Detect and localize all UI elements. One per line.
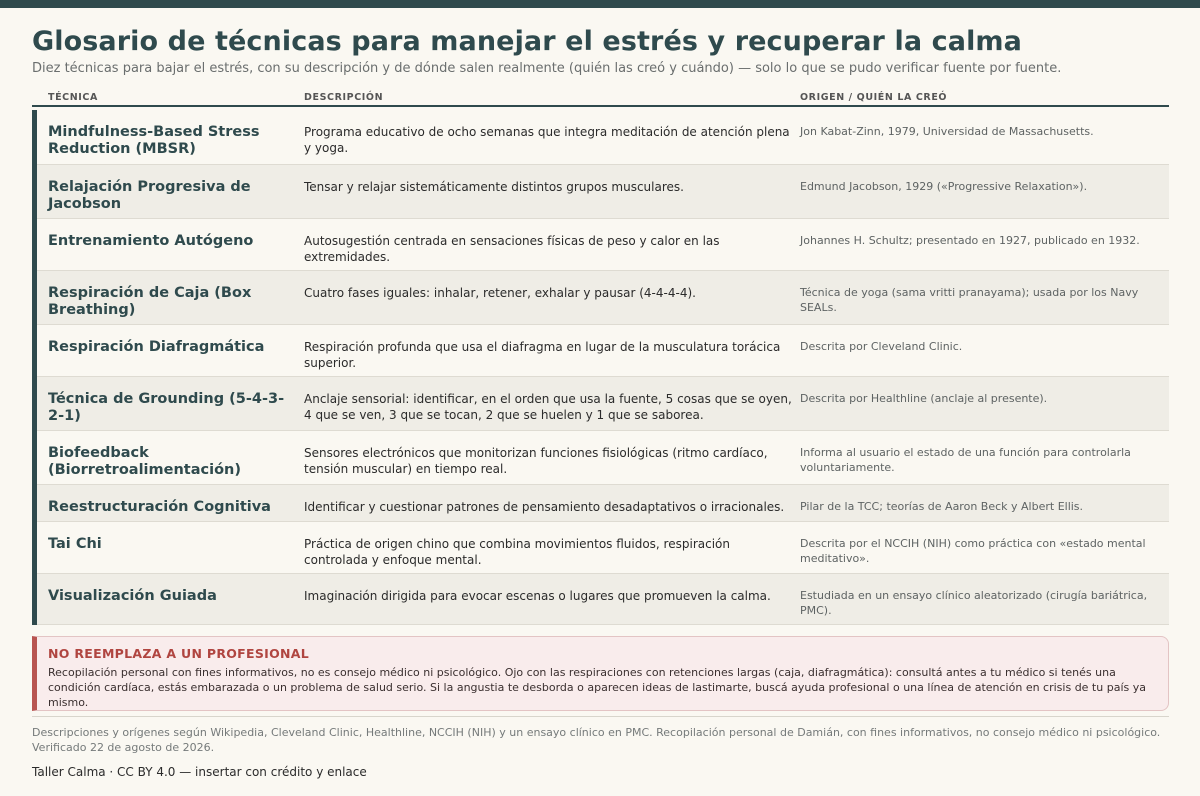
technique-name: Relajación Progresiva de Jacobson bbox=[48, 179, 251, 212]
technique-description: Respiración profunda que usa el diafragma en lugar de la musculatura torácica superior. bbox=[304, 340, 781, 370]
technique-origin: Informa al usuario el estado de una función para controlarla voluntariamente. bbox=[800, 446, 1131, 474]
table-row bbox=[37, 219, 1169, 271]
technique-name: Visualización Guiada bbox=[48, 588, 217, 604]
technique-name: Respiración Diafragmática bbox=[48, 339, 265, 355]
table-row bbox=[37, 377, 1169, 431]
technique-name: Respiración de Caja (Box Breathing) bbox=[48, 285, 252, 318]
technique-name: Técnica de Grounding (5-4-3-2-1) bbox=[48, 391, 285, 424]
table-row bbox=[37, 165, 1169, 219]
table-row bbox=[37, 522, 1169, 574]
table-row bbox=[37, 485, 1169, 522]
disclaimer-title: NO REEMPLAZA A UN PROFESIONAL bbox=[48, 646, 310, 661]
table-header bbox=[32, 88, 1169, 107]
table-row bbox=[37, 271, 1169, 325]
column-header-technique: TÉCNICA bbox=[48, 92, 98, 103]
technique-name: Entrenamiento Autógeno bbox=[48, 233, 254, 249]
technique-origin: Edmund Jacobson, 1929 («Progressive Relaxation»). bbox=[800, 180, 1088, 193]
technique-description: Anclaje sensorial: identificar, en el orden que usa la fuente, 5 cosas que se oyen, 4 que se ven, 3 que se tocan, 2 que se huelen y 1 que se saborea. bbox=[304, 392, 792, 422]
table-row bbox=[37, 325, 1169, 377]
techniques-table bbox=[32, 88, 1169, 625]
technique-name: Reestructuración Cognitiva bbox=[48, 499, 271, 515]
top-accent-bar bbox=[0, 0, 1200, 8]
technique-description: Imaginación dirigida para evocar escenas o lugares que promueven la calma. bbox=[304, 589, 771, 603]
glossary-page bbox=[32, 26, 1169, 779]
technique-description: Práctica de origen chino que combina movimientos fluidos, respiración controlada y enfoque mental. bbox=[304, 537, 730, 567]
technique-origin: Johannes H. Schultz; presentado en 1927, publicado en 1932. bbox=[800, 234, 1140, 247]
technique-origin: Estudiada en un ensayo clínico aleatorizado (cirugía bariátrica, PMC). bbox=[800, 589, 1148, 617]
disclaimer-box bbox=[32, 636, 1169, 711]
page-title: Glosario de técnicas para manejar el estrés y recuperar la calma bbox=[32, 26, 1022, 57]
technique-origin: Pilar de la TCC; teorías de Aaron Beck y Albert Ellis. bbox=[800, 500, 1084, 513]
table-body bbox=[32, 110, 1169, 625]
table-row bbox=[37, 110, 1169, 165]
technique-description: Tensar y relajar sistemáticamente distintos grupos musculares. bbox=[304, 180, 684, 194]
technique-origin: Jon Kabat-Zinn, 1979, Universidad de Massachusetts. bbox=[800, 125, 1094, 138]
technique-origin: Descrita por el NCCIH (NIH) como práctica con «estado mental meditativo». bbox=[800, 537, 1146, 565]
technique-description: Autosugestión centrada en sensaciones físicas de peso y calor en las extremidades. bbox=[304, 234, 720, 264]
technique-name: Mindfulness-Based Stress Reduction (MBSR) bbox=[48, 124, 260, 157]
technique-description: Cuatro fases iguales: inhalar, retener, exhalar y pausar (4-4-4-4). bbox=[304, 286, 696, 300]
technique-description: Identificar y cuestionar patrones de pensamiento desadaptativos o irracionales. bbox=[304, 500, 785, 514]
disclaimer-body: Recopilación personal con fines informativos, no es consejo médico ni psicológico. Ojo con las respiraciones con retenciones largas (caja, diafragmática): consultá antes a tu médico si tenés una condición cardíaca, estás embarazada o un problema de salud serio. Si la angustia te desborda o aparecen ideas de lastimarte, buscá ayuda profesional o una línea de atención en crisis de tu país ya mismo. bbox=[48, 666, 1146, 709]
technique-name: Tai Chi bbox=[48, 536, 102, 552]
technique-origin: Descrita por Healthline (anclaje al presente). bbox=[800, 392, 1048, 405]
column-header-description: DESCRIPCIÓN bbox=[304, 92, 384, 103]
technique-description: Programa educativo de ocho semanas que integra meditación de atención plena y yoga. bbox=[304, 125, 790, 155]
technique-origin: Descrita por Cleveland Clinic. bbox=[800, 340, 963, 353]
sources-note: Descripciones y orígenes según Wikipedia, Cleveland Clinic, Healthline, NCCIH (NIH) y un ensayo clínico en PMC. Recopilación personal de Damián, con fines informativos, no consejo médico ni psicológico. Verificado 22 de agosto de 2026. bbox=[32, 716, 1169, 755]
technique-name: Biofeedback (Biorretroalimentación) bbox=[48, 445, 241, 478]
table-row bbox=[37, 574, 1169, 625]
technique-description: Sensores electrónicos que monitorizan funciones fisiológicas (ritmo cardíaco, tensión muscular) en tiempo real. bbox=[304, 446, 768, 476]
table-row bbox=[37, 431, 1169, 485]
column-header-origin: ORIGEN / QUIÉN LA CREÓ bbox=[800, 92, 948, 103]
technique-origin: Técnica de yoga (sama vritti pranayama); usada por los Navy SEALs. bbox=[800, 286, 1139, 314]
credit-line: Taller Calma · CC BY 4.0 — insertar con crédito y enlace bbox=[32, 765, 367, 779]
page-subtitle: Diez técnicas para bajar el estrés, con su descripción y de dónde salen realmente (quién las creó y cuándo) — solo lo que se pudo verificar fuente por fuente. bbox=[32, 61, 1062, 76]
